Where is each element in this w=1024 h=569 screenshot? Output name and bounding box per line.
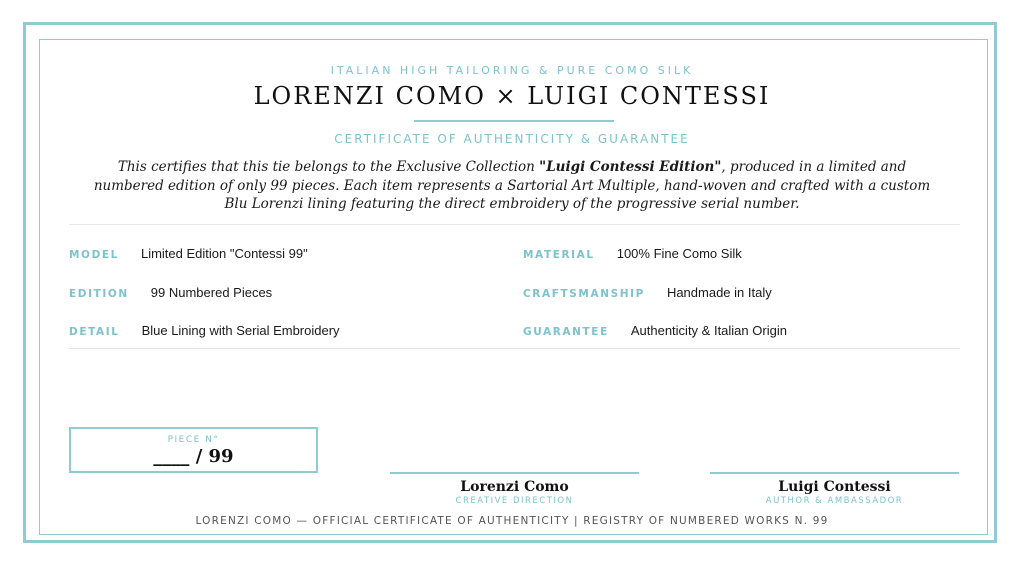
certificate-subtitle: CERTIFICATE OF AUTHENTICITY & GUARANTEE (334, 132, 690, 146)
spec-detail (69, 323, 340, 338)
signature-role-left: CREATIVE DIRECTION (455, 496, 574, 506)
spec-craftsmanship (523, 285, 772, 300)
spec-edition-label: EDITION (69, 288, 129, 300)
piece-number-value: ____ / 99 (153, 446, 234, 467)
spec-craftsmanship-label: CRAFTSMANSHIP (523, 288, 645, 300)
piece-number-box (69, 427, 318, 473)
certificate-title: LORENZI COMO × LUIGI CONTESSI (253, 82, 771, 110)
statement-text-end: , produced in a limited and numbered edition of only 99 pieces. Each item represents a Sartorial Art Multiple, hand-woven and crafted with a custom Blu Lorenzi lining featuring the direct embroidery of the progressive serial number. (93, 159, 931, 212)
spec-craftsmanship-value: Handmade in Italy (666, 285, 772, 300)
spec-material-value: 100% Fine Como Silk (616, 246, 742, 261)
spec-guarantee (523, 323, 787, 338)
signature-role-right: AUTHOR & AMBASSADOR (765, 496, 904, 506)
title-divider (414, 120, 614, 122)
spec-model-label: MODEL (69, 249, 119, 261)
certification-statement (92, 158, 932, 214)
spec-detail-label: DETAIL (69, 326, 120, 338)
spec-detail-value: Blue Lining with Serial Embroidery (141, 323, 340, 338)
piece-number-label: PIECE N° (167, 435, 220, 445)
spec-model-value: Limited Edition "Contessi 99" (140, 246, 308, 261)
signature-name-left: Lorenzi Como (460, 479, 569, 495)
certificate-eyebrow: ITALIAN HIGH TAILORING & PURE COMO SILK (330, 64, 694, 77)
spec-edition-value: 99 Numbered Pieces (150, 285, 273, 300)
specs-top-divider (69, 224, 960, 225)
spec-material-label: MATERIAL (523, 249, 595, 261)
certificate-footer: LORENZI COMO — OFFICIAL CERTIFICATE OF AUTHENTICITY | REGISTRY OF NUMBERED WORKS N. 99 (195, 515, 829, 527)
spec-material (523, 246, 742, 261)
spec-guarantee-label: GUARANTEE (523, 326, 609, 338)
spec-model (69, 246, 308, 261)
specs-bottom-divider (69, 348, 960, 349)
statement-text-start: This certifies that this tie belongs to the Exclusive Collection (117, 159, 540, 175)
collection-name: "Luigi Contessi Edition" (539, 159, 722, 175)
signature-line-right (710, 472, 959, 474)
signature-line-left (390, 472, 639, 474)
spec-guarantee-value: Authenticity & Italian Origin (630, 323, 787, 338)
spec-edition (69, 285, 272, 300)
signature-name-right: Luigi Contessi (778, 479, 891, 495)
